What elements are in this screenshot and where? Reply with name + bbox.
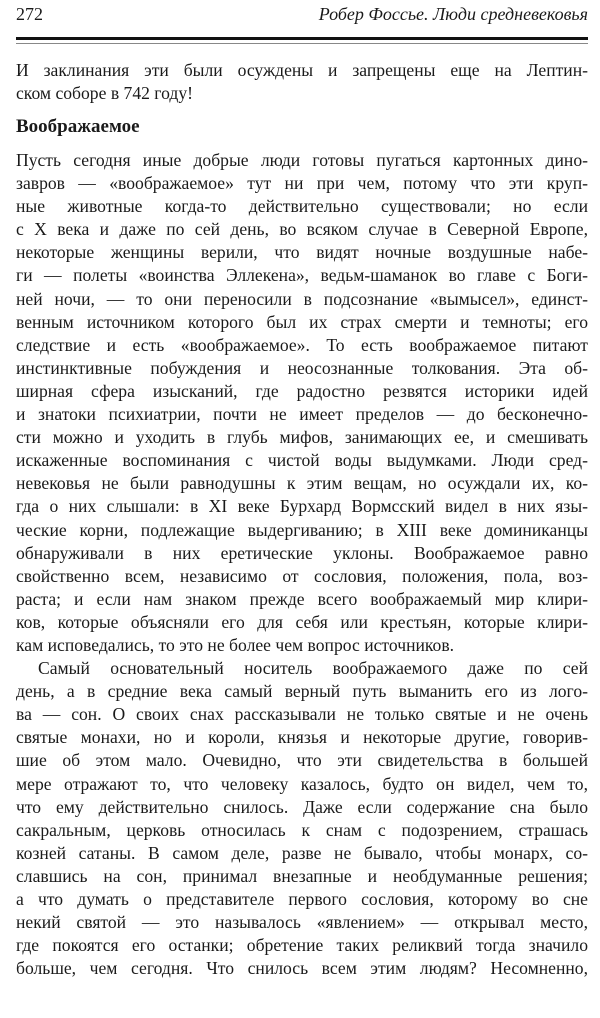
text-line: инстинктивные побуждения и неосознанные толкования. Эта об- [16,357,588,378]
text-line: ческие корни, подлежащие выдергиванию; в XIII веке доминиканцы [16,519,588,540]
text-line: кам исповедались, то это не более чем вопрос источников. [16,634,455,655]
text-line: а что думать о представителе первого сословия, которому во сне [16,889,588,909]
text-line: и знатоки психиатрии, почти не имеет пределов — до бесконечно- [16,404,588,425]
text-line: ные животные когда-то действительно существовали; но если [16,196,588,217]
text-line: завров — «воображаемое» тут ни при чем, потому что эти круп- [16,173,588,194]
text-line: некий святой — это называлось «явлением» — открывал место, [16,912,588,933]
text-line: сакральным, церковь относилась к снам с подозрением, страшась [16,819,588,840]
intro-paragraph [16,59,588,105]
text-line: ском соборе в 742 году! [16,83,193,104]
header-rule [16,37,588,40]
text-line: козней сатаны. В самом деле, разве не бывало, чтобы монарх, со- [16,842,588,863]
text-line: что ему действительно снилось. Даже если содержание сна было [16,796,588,817]
text-line: день, а в средние века самый верный путь выманить его из лого- [16,681,588,702]
text-line: обнаруживали в них еретические уклоны. Воображаемое равно [16,542,588,563]
body-text [16,149,588,980]
text-line: следствие и есть «воображаемое». То есть воображаемое питают [16,334,588,355]
text-line: раста; и если нам знаком прежде всего воображаемый мир клири- [16,588,588,609]
text-line: шие об этом мало. Очевидно, что эти свидетельства в большей [16,750,588,771]
paragraph-1 [16,149,588,657]
header-rule-thin [16,43,588,44]
text-line: мере отражают то, что человеку казалось, будто он видел, чем то, [16,773,588,794]
text-line: Самый основательный носитель воображаемого даже по сей [38,658,588,679]
paragraph-2 [16,657,588,980]
text-line: где покоятся его останки; обретение таких реликвий тогда значило [16,935,588,956]
text-line: больше, чем сегодня. Что снилось всем этим людям? Несомненно, [16,958,588,979]
text-line: ва — сон. О своих снах рассказывали не только святые и не очень [16,704,588,725]
text-line: ков, которые объясняли его для себя или крестьян, которые клири- [16,611,588,632]
text-line: венным источником которого был их страх смерти и темноты; его [16,311,588,332]
running-title: Робер Фоссье. Люди средневековья [318,4,588,24]
text-line: И заклинания эти были осуждены и запрещены еще на Лептин- [16,60,588,80]
text-line: ширная сфера изысканий, где радостно резвятся историки идей [16,380,588,401]
text-line: искаженные воспоминания с чистой воды выдумками. Люди сред- [16,450,588,471]
text-line: ней ночи, — то они переносили в подсознание «вымысел», единст- [16,288,588,309]
text-line: свойственно всем, независимо от сословия, положения, пола, воз- [16,565,588,586]
text-line: некоторые женщины верили, что видят ночные воздушные набе- [16,242,588,263]
page-number: 272 [16,4,43,24]
text-line: гда о них слышали: в XI веке Бурхард Вормсский видел в них язы- [16,496,588,517]
text-line: святые монахи, но и короли, князья и некоторые другие, говорив- [16,727,588,748]
text-line: Пусть сегодня иные добрые люди готовы пугаться картонных дино- [16,150,588,170]
text-line: сти можно и уходить в глубь мифов, занимающих ее, и смешивать [16,427,588,448]
text-line: славшись на сон, принимал внезапные и необдуманные решения; [16,865,588,886]
running-header [16,2,588,26]
section-heading: Воображаемое [16,116,140,137]
text-line: с X века и даже по сей день, во всяком случае в Северной Европе, [16,219,588,240]
text-line: невековья не были равнодушны к этим вещам, но осуждали их, ко- [16,473,588,494]
text-line: ги — полеты «воинства Эллекена», ведьм-шаманок во главе с Боги- [16,265,588,286]
